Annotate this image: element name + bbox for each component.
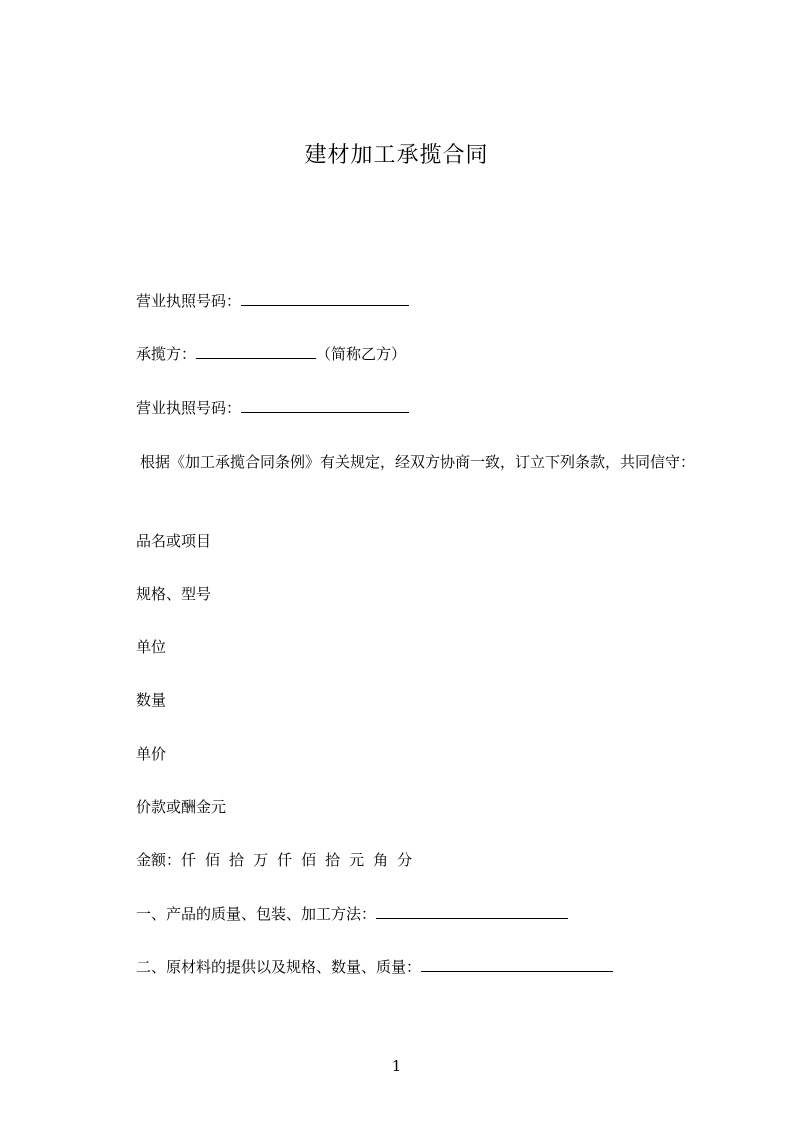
amount-unit: 仟 <box>181 851 197 869</box>
contractor-suffix: （简称乙方） <box>316 345 407 363</box>
amount-unit: 元 <box>349 851 365 869</box>
amount-label: 金额： <box>136 851 182 869</box>
field-payment: 价款或酬金元 <box>136 798 227 816</box>
amount-unit: 角 <box>373 851 389 869</box>
amount-unit: 拾 <box>325 851 341 869</box>
contractor-label: 承揽方： <box>136 345 197 363</box>
amount-unit: 佰 <box>205 851 221 869</box>
clause-1-label: 一、产品的质量、包装、加工方法： <box>136 905 377 923</box>
amount-line <box>136 850 421 870</box>
field-unit: 单位 <box>136 638 167 656</box>
clause-1-line <box>136 904 568 924</box>
intro-paragraph: 根据《加工承揽合同条例》有关规定，经双方协商一致，订立下列条款，共同信守： <box>140 453 696 471</box>
business-license-blank-2[interactable] <box>241 398 409 413</box>
contractor-blank[interactable] <box>196 344 316 359</box>
contractor-line <box>136 344 406 364</box>
field-product: 品名或项目 <box>136 532 212 550</box>
field-spec: 规格、型号 <box>136 585 212 603</box>
clause-2-blank[interactable] <box>421 957 613 972</box>
amount-unit: 万 <box>253 851 269 869</box>
document-title: 建材加工承揽合同 <box>304 143 489 168</box>
business-license-label-1: 营业执照号码： <box>136 292 242 310</box>
business-license-blank-1[interactable] <box>241 291 409 306</box>
business-license-label-2: 营业执照号码： <box>136 399 242 417</box>
amount-unit: 分 <box>397 851 413 869</box>
field-quantity: 数量 <box>136 691 167 709</box>
clause-2-line <box>136 957 613 977</box>
clause-2-label: 二、原材料的提供以及规格、数量、质量： <box>136 958 422 976</box>
amount-unit: 拾 <box>229 851 245 869</box>
field-unit-price: 单价 <box>136 745 167 763</box>
page-number: 1 <box>391 1057 402 1075</box>
business-license-line-1 <box>136 291 409 311</box>
clause-1-blank[interactable] <box>376 904 568 919</box>
amount-unit: 仟 <box>277 851 293 869</box>
business-license-line-2 <box>136 398 409 418</box>
amount-unit: 佰 <box>301 851 317 869</box>
